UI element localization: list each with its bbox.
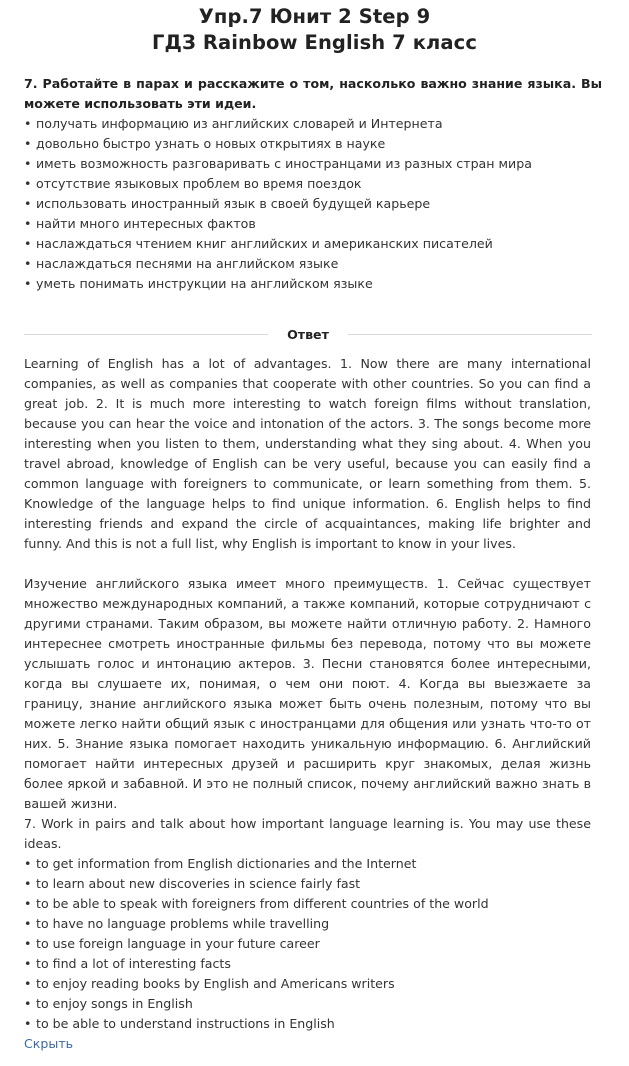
list-item: • отсутствие языковых проблем во время поездок <box>24 174 602 194</box>
original-ideas-list <box>24 854 591 1034</box>
list-item: • to find a lot of interesting facts <box>24 954 591 974</box>
answer-divider <box>24 325 592 345</box>
list-item: • получать информацию из английских словарей и Интернета <box>24 114 602 134</box>
list-item: • to get information from English dictionaries and the Internet <box>24 854 591 874</box>
original-task-heading: 7. Work in pairs and talk about how important language learning is. You may use these ideas. <box>24 816 591 851</box>
list-item: • уметь понимать инструкции на английском языке <box>24 274 602 294</box>
task-block <box>24 74 602 294</box>
list-item: • найти много интересных фактов <box>24 214 602 234</box>
list-item: • to learn about new discoveries in science fairly fast <box>24 874 591 894</box>
list-item: • иметь возможность разговаривать с иностранцами из разных стран мира <box>24 154 602 174</box>
task-heading: 7. Работайте в парах и расскажите о том, насколько важно знание языка. Вы можете использовать эти идеи. <box>24 76 602 111</box>
list-item: • наслаждаться чтением книг английских и американских писателей <box>24 234 602 254</box>
answer-english: Learning of English has a lot of advantages. 1. Now there are many international companies, as well as companies that cooperate with other countries. So you can find a great job. 2. It is much more interesting to watch foreign films without translation, because you can hear the voice and intonation of the actors. 3. The songs become more interesting when you listen to them, understanding what they sing about. 4. When you travel abroad, knowledge of English can be very useful, because you can easily find a common language with foreigners to communicate, or learn something from them. 5. Knowledge of the language helps to find unique information. 6. English helps to find interesting friends and expand the circle of acquaintances, making life brighter and funny. And this is not a full list, why English is important to know in your lives. <box>24 356 591 551</box>
list-item: • довольно быстро узнать о новых открытиях в науке <box>24 134 602 154</box>
divider-line <box>24 334 268 335</box>
divider-line <box>348 334 592 335</box>
list-item: • to use foreign language in your future career <box>24 934 591 954</box>
original-task-block <box>24 814 591 1034</box>
answer-russian: Изучение английского языка имеет много преимуществ. 1. Сейчас существует множество международных компаний, а также компаний, которые сотрудничают с другими странами. Таким образом, вы можете найти отличную работу. 2. Намного интереснее смотреть иностранные фильмы без перевода, потому что вы можете услышать голос и интонацию актеров. 3. Песни становятся более интересными, когда вы слушаете их, понимая, о чем они поют. 4. Когда вы выезжаете за границу, знание английского языка может быть очень полезным, потому что вы можете легко найти общий язык с иностранцами для общения или узнать что-то от них. 5. Знание языка помогает находить уникальную информацию. 6. Английский помогает найти интересных друзей и расширить круг знакомых, делая жизнь более яркой и забавной. И это не полный список, почему английский важно знать в вашей жизни. <box>24 576 591 811</box>
page-title: Упр.7 Юнит 2 Step 9 <box>198 5 431 28</box>
list-item: • to enjoy reading books by English and Americans writers <box>24 974 591 994</box>
hide-link[interactable]: Скрыть <box>24 1036 74 1051</box>
answer-label: Ответ <box>287 327 329 342</box>
page-subtitle: ГДЗ Rainbow English 7 класс <box>152 31 477 54</box>
list-item: • to have no language problems while travelling <box>24 914 591 934</box>
list-item: • наслаждаться песнями на английском языке <box>24 254 602 274</box>
task-ideas-list <box>24 114 602 294</box>
list-item: • использовать иностранный язык в своей будущей карьере <box>24 194 602 214</box>
list-item: • to enjoy songs in English <box>24 994 591 1014</box>
list-item: • to be able to speak with foreigners from different countries of the world <box>24 894 591 914</box>
list-item: • to be able to understand instructions in English <box>24 1014 591 1034</box>
